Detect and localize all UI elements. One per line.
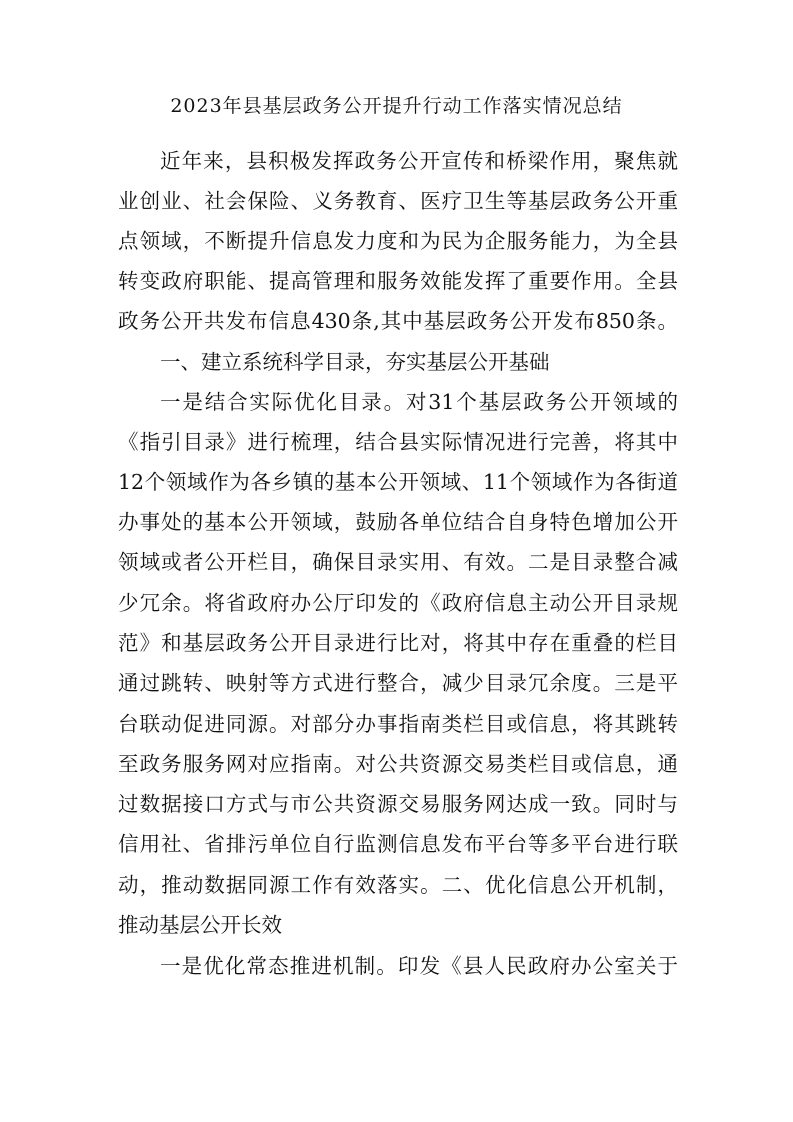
paragraph-line: 政务公开共发布信息430条,其中基层政务公开发布850条。	[118, 309, 678, 333]
paragraph-line: 少冗余。将省政府办公厅印发的《政府信息主动公开目录规	[118, 591, 678, 615]
paragraph-line: 信用社、省排污单位自行监测信息发布平台等多平台进行联	[118, 832, 678, 856]
paragraph-line: 点领域，不断提升信息发力度和为民为企服务能力，为全县	[118, 229, 678, 253]
paragraph-line: 一是结合实际优化目录。对31个基层政务公开领域的	[160, 390, 678, 414]
paragraph-line: 台联动促进同源。对部分办事指南类栏目或信息，将其跳转	[118, 712, 678, 736]
document-title: 2023年县基层政务公开提升行动工作落实情况总结	[170, 95, 623, 117]
paragraph-line: 推动基层公开长效	[118, 913, 282, 937]
paragraph-line: 转变政府职能、提高管理和服务效能发挥了重要作用。全县	[118, 269, 678, 293]
section-heading: 一、建立系统科学目录，夯实基层公开基础	[160, 350, 550, 374]
paragraph-line: 通过跳转、映射等方式进行整合，减少目录冗余度。三是平	[118, 671, 678, 695]
paragraph-line: 过数据接口方式与市公共资源交易服务网达成一致。同时与	[118, 792, 678, 816]
paragraph-line: 至政务服务网对应指南。对公共资源交易类栏目或信息，通	[118, 752, 678, 776]
paragraph-line: 办事处的基本公开领域，鼓励各单位结合自身特色增加公开	[118, 510, 678, 534]
paragraph-line: 12个领域作为各乡镇的基本公开领域、11个领域作为各街道	[118, 470, 678, 494]
paragraph-line: 《指引目录》进行梳理，结合县实际情况进行完善，将其中	[118, 430, 678, 454]
paragraph-line: 一是优化常态推进机制。印发《县人民政府办公室关于	[160, 954, 678, 978]
paragraph-line: 范》和基层政务公开目录进行比对，将其中存在重叠的栏目	[118, 631, 678, 655]
paragraph-line: 动，推动数据同源工作有效落实。二、优化信息公开机制，	[118, 873, 678, 897]
paragraph-line: 近年来，县积极发挥政务公开宣传和桥梁作用，聚焦就	[160, 149, 678, 173]
paragraph-line: 业创业、社会保险、义务教育、医疗卫生等基层政务公开重	[118, 189, 678, 213]
paragraph-line: 领域或者公开栏目，确保目录实用、有效。二是目录整合减	[118, 550, 678, 574]
